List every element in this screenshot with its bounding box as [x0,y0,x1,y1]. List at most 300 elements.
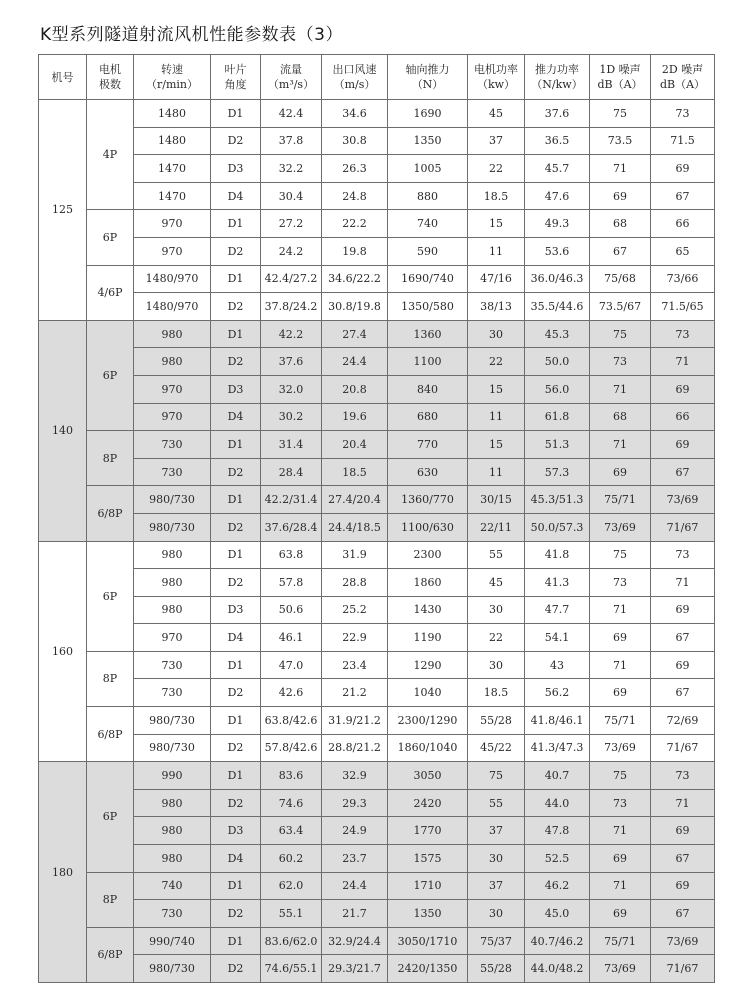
data-cell: 75 [590,762,651,790]
table-row [39,237,715,265]
data-cell: 30 [468,596,525,624]
motor-pole-cell: 6P [87,541,134,651]
column-header: 叶片 角度 [211,55,261,100]
table-row [39,734,715,762]
data-cell: 75 [590,320,651,348]
data-cell: 57.8/42.6 [261,734,322,762]
data-cell: 42.2 [261,320,322,348]
data-cell: 37 [468,872,525,900]
data-cell: 1770 [388,817,468,845]
data-cell: 45 [468,100,525,128]
data-cell: 28.4 [261,458,322,486]
data-cell: 45.0 [525,900,590,928]
data-cell: 55.1 [261,900,322,928]
data-cell: 22.9 [322,624,388,652]
data-cell: 73 [651,320,715,348]
data-cell: 68 [590,210,651,238]
data-cell: 45.3/51.3 [525,486,590,514]
data-cell: D2 [211,458,261,486]
data-cell: 69 [651,431,715,459]
table-row [39,458,715,486]
data-cell: 40.7 [525,762,590,790]
data-cell: 60.2 [261,845,322,873]
data-cell: 73 [651,100,715,128]
data-cell: 30.8 [322,127,388,155]
table-row [39,431,715,459]
data-cell: 36.0/46.3 [525,265,590,293]
data-cell: 47/16 [468,265,525,293]
data-cell: 30 [468,320,525,348]
data-cell: 57.3 [525,458,590,486]
data-cell: 980 [134,348,211,376]
column-header: 1D 噪声 dB（A） [590,55,651,100]
data-cell: 980/730 [134,707,211,735]
data-cell: 18.5 [322,458,388,486]
data-cell: 71 [590,375,651,403]
data-cell: 69 [651,872,715,900]
data-cell: 63.8/42.6 [261,707,322,735]
data-cell: 1040 [388,679,468,707]
data-cell: 73/69 [651,927,715,955]
column-header: 推力功率 （N/kw） [525,55,590,100]
data-cell: 71/67 [651,734,715,762]
data-cell: 1690 [388,100,468,128]
data-cell: 56.2 [525,679,590,707]
data-cell: 66 [651,403,715,431]
data-cell: 1710 [388,872,468,900]
data-cell: 1430 [388,596,468,624]
data-cell: 30 [468,651,525,679]
table-row [39,762,715,790]
column-header: 机号 [39,55,87,100]
data-cell: 1470 [134,182,211,210]
data-cell: 1480 [134,100,211,128]
data-cell: 73/66 [651,265,715,293]
data-cell: 73 [590,569,651,597]
table-row [39,927,715,955]
data-cell: 11 [468,403,525,431]
data-cell: 3050/1710 [388,927,468,955]
data-cell: 35.5/44.6 [525,293,590,321]
data-cell: 63.4 [261,817,322,845]
table-row [39,541,715,569]
data-cell: 730 [134,900,211,928]
table-row [39,817,715,845]
data-cell: 67 [651,458,715,486]
table-row [39,293,715,321]
data-cell: 24.4 [322,348,388,376]
data-cell: 32.9 [322,762,388,790]
data-cell: 23.4 [322,651,388,679]
data-cell: 30.4 [261,182,322,210]
data-cell: 3050 [388,762,468,790]
data-cell: 980/730 [134,955,211,983]
motor-number-cell: 180 [39,762,87,983]
data-cell: 880 [388,182,468,210]
data-cell: 37.8/24.2 [261,293,322,321]
data-cell: 27.4/20.4 [322,486,388,514]
data-cell: 73 [590,348,651,376]
data-cell: D4 [211,182,261,210]
data-cell: 980 [134,569,211,597]
table-row [39,320,715,348]
data-cell: 1190 [388,624,468,652]
data-cell: 980/730 [134,734,211,762]
data-cell: 46.1 [261,624,322,652]
motor-number-cell: 160 [39,541,87,762]
data-cell: 36.5 [525,127,590,155]
data-cell: 1350/580 [388,293,468,321]
table-row [39,375,715,403]
data-cell: 71 [590,596,651,624]
data-cell: 37 [468,127,525,155]
data-cell: D2 [211,237,261,265]
data-cell: 19.6 [322,403,388,431]
data-cell: D2 [211,679,261,707]
column-header: 轴向推力 （N） [388,55,468,100]
table-row [39,513,715,541]
motor-pole-cell: 6P [87,210,134,265]
data-cell: D1 [211,541,261,569]
data-cell: 73/69 [651,486,715,514]
data-cell: 75/71 [590,486,651,514]
data-cell: 72/69 [651,707,715,735]
data-cell: D2 [211,569,261,597]
data-cell: 1480/970 [134,293,211,321]
motor-pole-cell: 6/8P [87,707,134,762]
data-cell: 980 [134,541,211,569]
data-cell: 20.8 [322,375,388,403]
data-cell: 67 [651,845,715,873]
motor-number-cell: 125 [39,100,87,321]
data-cell: 1575 [388,845,468,873]
data-cell: 55/28 [468,707,525,735]
data-cell: 44.0 [525,789,590,817]
data-cell: 840 [388,375,468,403]
data-cell: 49.3 [525,210,590,238]
data-cell: 42.6 [261,679,322,707]
data-cell: 75 [590,100,651,128]
table-row [39,624,715,652]
data-cell: D2 [211,955,261,983]
data-cell: D2 [211,900,261,928]
data-cell: 43 [525,651,590,679]
motor-pole-cell: 4P [87,100,134,210]
column-header: 流量 （m³/s） [261,55,322,100]
motor-pole-cell: 8P [87,651,134,706]
data-cell: 45.7 [525,155,590,183]
column-header: 转速 （r/min） [134,55,211,100]
data-cell: 75/71 [590,707,651,735]
data-cell: 24.2 [261,237,322,265]
data-cell: 24.9 [322,817,388,845]
data-cell: 83.6 [261,762,322,790]
data-cell: 44.0/48.2 [525,955,590,983]
data-cell: 75/68 [590,265,651,293]
table-row [39,707,715,735]
data-cell: D3 [211,155,261,183]
table-row [39,955,715,983]
data-cell: 47.7 [525,596,590,624]
motor-pole-cell: 6/8P [87,486,134,541]
data-cell: 730 [134,679,211,707]
data-cell: 45 [468,569,525,597]
data-cell: 71 [651,348,715,376]
data-cell: 55/28 [468,955,525,983]
data-cell: 41.8/46.1 [525,707,590,735]
data-cell: 71.5 [651,127,715,155]
data-cell: 27.4 [322,320,388,348]
data-cell: 75 [468,762,525,790]
data-cell: 31.4 [261,431,322,459]
data-cell: 73.5 [590,127,651,155]
data-cell: 71 [651,569,715,597]
data-cell: 73/69 [590,513,651,541]
data-cell: 2300 [388,541,468,569]
data-cell: 30.8/19.8 [322,293,388,321]
data-cell: 18.5 [468,182,525,210]
data-cell: 30 [468,845,525,873]
table-row [39,100,715,128]
data-cell: 56.0 [525,375,590,403]
data-cell: 980/730 [134,513,211,541]
performance-table [38,54,715,983]
data-cell: D1 [211,762,261,790]
data-cell: 69 [651,651,715,679]
data-cell: 24.4 [322,872,388,900]
data-cell: 1350 [388,127,468,155]
data-cell: 83.6/62.0 [261,927,322,955]
data-cell: 970 [134,237,211,265]
data-cell: 770 [388,431,468,459]
data-cell: 1480/970 [134,265,211,293]
table-row [39,127,715,155]
data-cell: 73/69 [590,734,651,762]
data-cell: D1 [211,100,261,128]
data-cell: 1360 [388,320,468,348]
data-cell: D3 [211,817,261,845]
data-cell: 69 [590,182,651,210]
data-cell: 71.5/65 [651,293,715,321]
data-cell: D4 [211,403,261,431]
data-cell: 71 [590,155,651,183]
table-row [39,155,715,183]
data-cell: 27.2 [261,210,322,238]
data-cell: D1 [211,651,261,679]
data-cell: 45.3 [525,320,590,348]
data-cell: 55 [468,541,525,569]
data-cell: 54.1 [525,624,590,652]
data-cell: 52.5 [525,845,590,873]
data-cell: 1100/630 [388,513,468,541]
data-cell: 1860/1040 [388,734,468,762]
data-cell: 41.8 [525,541,590,569]
motor-pole-cell: 4/6P [87,265,134,320]
data-cell: D4 [211,845,261,873]
data-cell: 69 [590,679,651,707]
data-cell: D2 [211,789,261,817]
data-cell: D3 [211,375,261,403]
data-cell: 32.2 [261,155,322,183]
data-cell: 67 [651,900,715,928]
data-cell: 37.6 [525,100,590,128]
data-cell: 71 [651,789,715,817]
data-cell: 42.4/27.2 [261,265,322,293]
data-cell: 71/67 [651,513,715,541]
data-cell: 30.2 [261,403,322,431]
data-cell: 29.3 [322,789,388,817]
table-body [39,100,715,983]
data-cell: D2 [211,513,261,541]
data-cell: 75/71 [590,927,651,955]
data-cell: 22 [468,624,525,652]
data-cell: 47.8 [525,817,590,845]
data-cell: 34.6/22.2 [322,265,388,293]
data-cell: D2 [211,734,261,762]
table-row [39,872,715,900]
data-cell: 980 [134,596,211,624]
data-cell: 37 [468,817,525,845]
data-cell: D4 [211,624,261,652]
table-row [39,210,715,238]
data-cell: 2300/1290 [388,707,468,735]
data-cell: 69 [590,845,651,873]
data-cell: 30 [468,900,525,928]
data-cell: 970 [134,210,211,238]
data-cell: 1360/770 [388,486,468,514]
data-cell: 980 [134,789,211,817]
data-cell: 50.6 [261,596,322,624]
header-row [39,55,715,100]
data-cell: 22.2 [322,210,388,238]
data-cell: 47.6 [525,182,590,210]
data-cell: 1470 [134,155,211,183]
data-cell: 66 [651,210,715,238]
data-cell: 31.9 [322,541,388,569]
data-cell: 2420/1350 [388,955,468,983]
data-cell: 680 [388,403,468,431]
data-cell: 26.3 [322,155,388,183]
data-cell: 37.8 [261,127,322,155]
column-header: 2D 噪声 dB（A） [651,55,715,100]
motor-pole-cell: 6P [87,762,134,872]
data-cell: 53.6 [525,237,590,265]
data-cell: 28.8/21.2 [322,734,388,762]
data-cell: 67 [651,679,715,707]
data-cell: D1 [211,265,261,293]
table-row [39,845,715,873]
table-row [39,403,715,431]
data-cell: 37.6 [261,348,322,376]
data-cell: 37.6/28.4 [261,513,322,541]
data-cell: 62.0 [261,872,322,900]
column-header: 电机 极数 [87,55,134,100]
table-row [39,348,715,376]
motor-pole-cell: 8P [87,431,134,486]
data-cell: 51.3 [525,431,590,459]
data-cell: 990/740 [134,927,211,955]
data-cell: 1290 [388,651,468,679]
data-cell: 980 [134,817,211,845]
data-cell: D1 [211,872,261,900]
data-cell: 34.6 [322,100,388,128]
data-cell: 21.7 [322,900,388,928]
data-cell: 73/69 [590,955,651,983]
motor-number-cell: 140 [39,320,87,541]
data-cell: D1 [211,431,261,459]
table-row [39,651,715,679]
data-cell: 69 [651,375,715,403]
data-cell: 67 [590,237,651,265]
data-cell: 69 [651,596,715,624]
data-cell: 75 [590,541,651,569]
data-cell: 11 [468,237,525,265]
table-header [39,55,715,100]
data-cell: 590 [388,237,468,265]
data-cell: 11 [468,458,525,486]
data-cell: D1 [211,927,261,955]
data-cell: 1005 [388,155,468,183]
data-cell: 71/67 [651,955,715,983]
data-cell: D2 [211,348,261,376]
data-cell: 22 [468,348,525,376]
data-cell: 30/15 [468,486,525,514]
page-title: K型系列隧道射流风机性能参数表（3） [40,25,343,45]
data-cell: 970 [134,624,211,652]
motor-pole-cell: 8P [87,872,134,927]
data-cell: 1100 [388,348,468,376]
data-cell: 63.8 [261,541,322,569]
data-cell: 40.7/46.2 [525,927,590,955]
data-cell: 15 [468,210,525,238]
data-cell: 730 [134,431,211,459]
data-cell: 71 [590,817,651,845]
data-cell: 73 [651,541,715,569]
data-cell: 75/37 [468,927,525,955]
data-cell: 69 [590,458,651,486]
data-cell: 74.6 [261,789,322,817]
data-cell: 42.4 [261,100,322,128]
data-cell: 1480 [134,127,211,155]
data-cell: 31.9/21.2 [322,707,388,735]
data-cell: 50.0 [525,348,590,376]
table-row [39,182,715,210]
data-cell: 990 [134,762,211,790]
data-cell: 730 [134,651,211,679]
data-cell: 71 [590,651,651,679]
data-cell: 67 [651,182,715,210]
motor-pole-cell: 6P [87,320,134,430]
data-cell: 15 [468,375,525,403]
motor-pole-cell: 6/8P [87,927,134,982]
data-cell: 73.5/67 [590,293,651,321]
column-header: 出口风速 （m/s） [322,55,388,100]
data-cell: 45/22 [468,734,525,762]
data-cell: 47.0 [261,651,322,679]
data-cell: D2 [211,127,261,155]
data-cell: D1 [211,210,261,238]
data-cell: 67 [651,624,715,652]
data-cell: 28.8 [322,569,388,597]
data-cell: 73 [651,762,715,790]
data-cell: 46.2 [525,872,590,900]
data-cell: 68 [590,403,651,431]
data-cell: 740 [134,872,211,900]
data-cell: 970 [134,375,211,403]
data-cell: 69 [651,817,715,845]
data-cell: 69 [590,624,651,652]
table-row [39,569,715,597]
